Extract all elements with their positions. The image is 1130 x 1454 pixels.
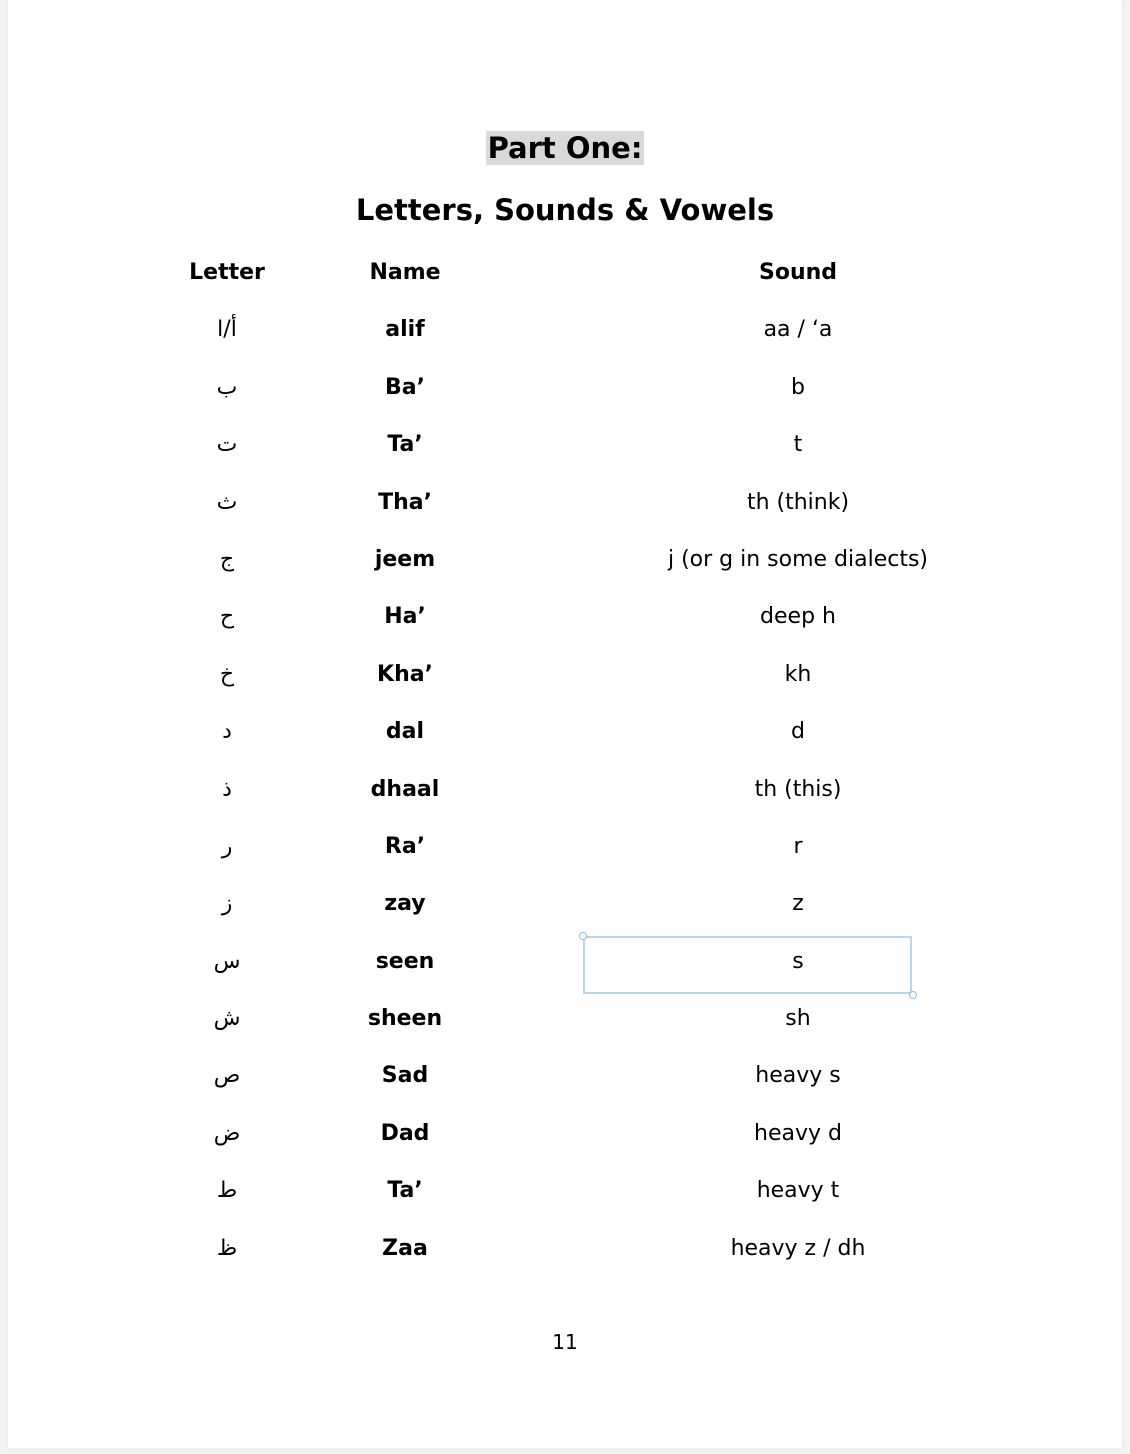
name-cell: alif [385,317,425,343]
letter-cell: ث [216,489,238,515]
table-row [0,301,1130,358]
header-sound: Sound [758,260,838,285]
sound-cell: j (or g in some dialects) [667,546,929,572]
name-cell: Ha’ [384,604,426,630]
name-cell: Ba’ [385,374,425,400]
sound-cell: d [791,719,805,745]
sound-cell: kh [784,661,812,687]
table-row [0,818,1130,875]
table-row [0,531,1130,588]
name-cell: dhaal [370,776,440,802]
part-title [0,128,1130,168]
alphabet-table [0,244,1130,1277]
table-row [0,416,1130,473]
name-cell: Tha’ [378,489,432,515]
table-row [0,1162,1130,1219]
sound-cell: t [793,432,803,458]
table-row [0,761,1130,818]
sound-cell: sh [785,1006,811,1032]
table-row [0,1047,1130,1104]
letter-cell: ج [219,546,235,572]
name-cell: jeem [374,546,436,572]
letter-cell: ز [221,891,233,917]
name-cell: Ra’ [384,833,426,859]
name-cell: zay [384,891,426,917]
letter-cell: ب [216,374,238,400]
sound-cell: heavy t [756,1178,840,1204]
letter-cell: ص [213,1063,241,1089]
sound-cell: z [792,891,804,917]
section-subtitle: Letters, Sounds & Vowels [355,193,775,227]
sound-cell: th (think) [746,489,850,515]
letter-cell: ظ [216,1235,238,1261]
header-name: Name [369,260,441,285]
name-cell: Dad [380,1120,430,1146]
sound-cell: heavy d [754,1120,842,1146]
letter-cell: س [213,948,241,974]
table-row [0,474,1130,531]
cell-selection-box[interactable] [583,936,912,994]
table-row [0,1220,1130,1277]
name-cell: Ta’ [387,1178,423,1204]
sound-cell: r [793,833,803,859]
name-cell: seen [375,948,435,974]
letter-cell: ض [213,1120,241,1146]
name-cell: Sad [381,1063,429,1089]
letter-cell: ر [221,833,233,859]
sound-cell: b [791,374,805,400]
table-row [0,646,1130,703]
table-row [0,875,1130,932]
table-row [0,703,1130,760]
letter-cell: خ [219,661,235,687]
sound-cell: heavy s [755,1063,841,1089]
table-row [0,359,1130,416]
name-cell: Ta’ [387,432,423,458]
name-cell: Zaa [382,1235,428,1261]
table-row [0,933,1130,990]
resize-handle-top-left[interactable] [579,932,587,940]
letter-cell: أ/ا [217,317,237,343]
resize-handle-bottom-right[interactable] [909,991,917,999]
letter-cell: ش [213,1006,241,1032]
letter-cell: ح [219,604,235,630]
header-letter: Letter [189,260,265,285]
letter-cell: د [222,719,232,745]
table-row [0,990,1130,1047]
name-cell: sheen [367,1006,443,1032]
letter-cell: ت [216,432,238,458]
sound-cell: deep h [760,604,836,630]
sound-cell-selected[interactable]: s [792,948,804,974]
page-number: 11 [552,1330,578,1354]
table-row [0,588,1130,645]
letter-cell: ذ [222,776,232,802]
letter-cell: ط [216,1178,238,1204]
part-title-text: Part One: [487,131,643,165]
table-row [0,1105,1130,1162]
sound-cell: aa / ‘a [763,317,833,343]
sound-cell: th (this) [754,776,842,802]
name-cell: dal [385,719,425,745]
sound-cell: heavy z / dh [730,1235,866,1261]
name-cell: Kha’ [377,661,433,687]
table-header-row [0,244,1130,301]
